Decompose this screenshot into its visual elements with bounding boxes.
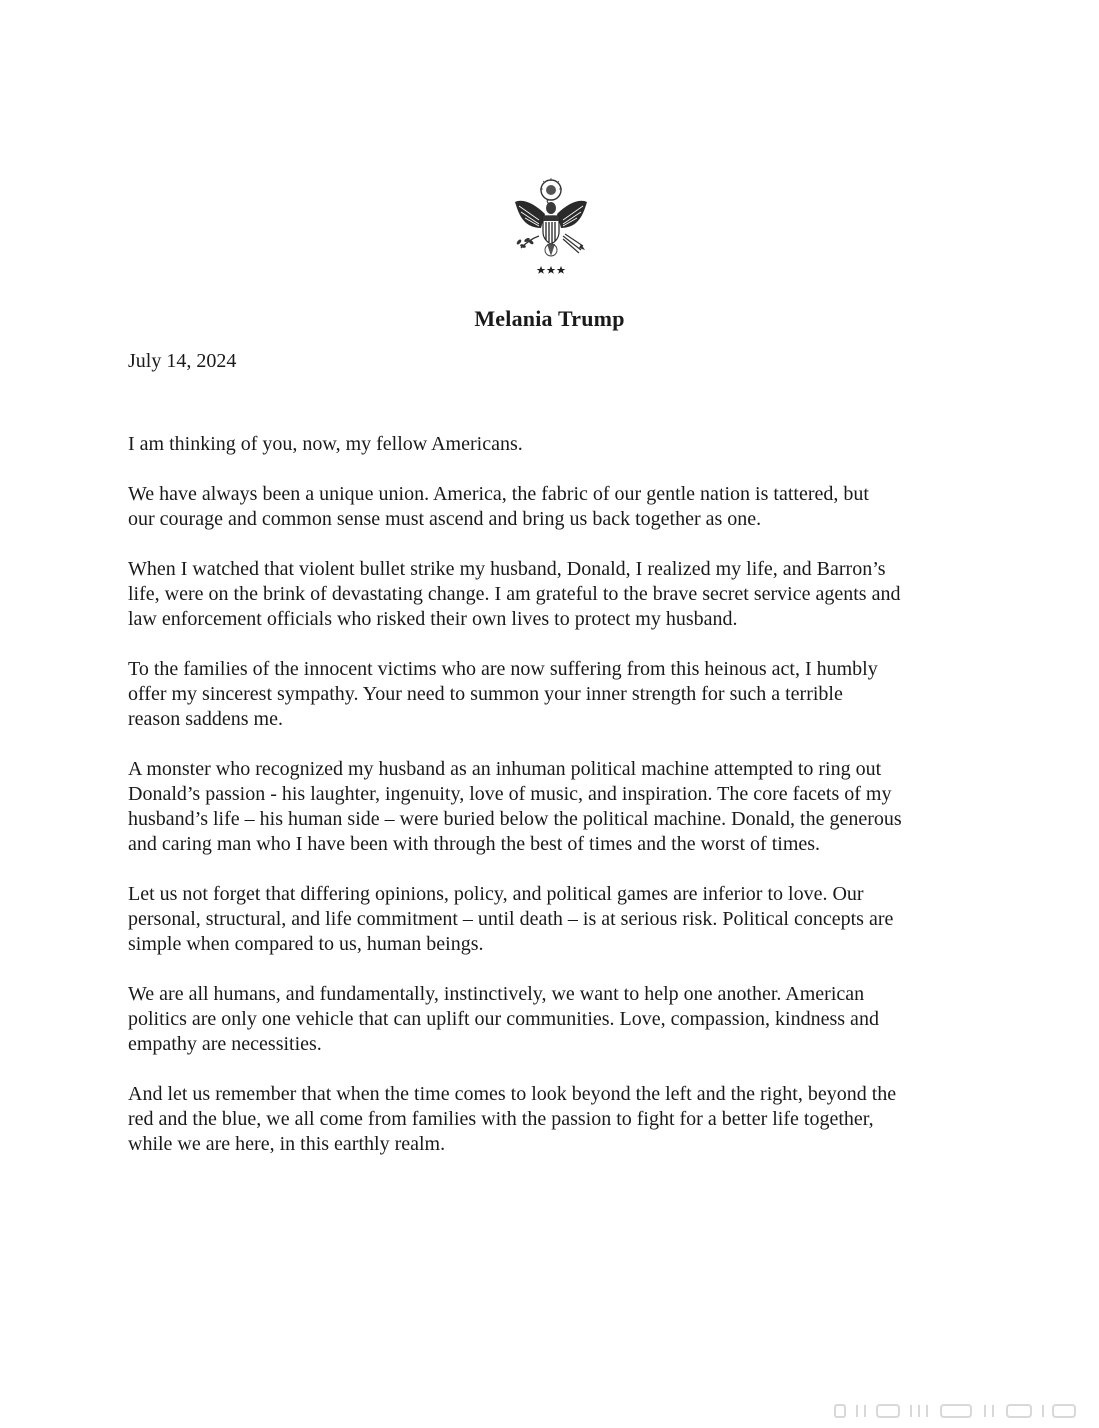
paragraph: A monster who recognized my husband as an inhuman political machine attempted to ring out Donald’s passion - his laughter, ingenuity, love of music, and inspiration. The core facets of my husband’s life – his human side – were buried below the political machine. Donald, the generous and caring man who I have been with through the best of times and the worst of times. <box>128 758 902 855</box>
paragraph: I am thinking of you, now, my fellow Americans. <box>128 433 523 455</box>
paragraph: We are all humans, and fundamentally, instinctively, we want to help one another. American politics are only one vehicle that can uplift our communities. Love, compassion, kindness and empathy are necessities. <box>128 983 879 1055</box>
watermark-icon <box>825 1402 1085 1420</box>
sender-name: Melania Trump <box>474 306 625 331</box>
paragraph: We have always been a unique union. America, the fabric of our gentle nation is tattered, but our courage and common sense must ascend and bring us back together as one. <box>128 483 869 530</box>
letter-body <box>128 432 988 1182</box>
paragraph: And let us remember that when the time comes to look beyond the left and the right, beyond the red and the blue, we all come from families with the passion to fight for a better life together, while we are here, in this earthly realm. <box>128 1083 897 1155</box>
paragraph: When I watched that violent bullet strike my husband, Donald, I realized my life, and Barron’s life, were on the brink of devastating change. I am grateful to the brave secret service agents and law enforcement officials who risked their own lives to protect my husband. <box>128 558 901 630</box>
letter-date: July 14, 2024 <box>128 350 237 372</box>
presidential-eagle-seal-icon <box>505 176 597 276</box>
paragraph: To the families of the innocent victims who are now suffering from this heinous act, I humbly offer my sincerest sympathy. Your need to summon your inner strength for such a terrible reason saddens me. <box>128 658 878 730</box>
paragraph: Let us not forget that differing opinions, policy, and political games are inferior to love. Our personal, structural, and life commitment – until death – is at serious risk. Political concepts are simple when compared to us, human beings. <box>128 883 894 955</box>
